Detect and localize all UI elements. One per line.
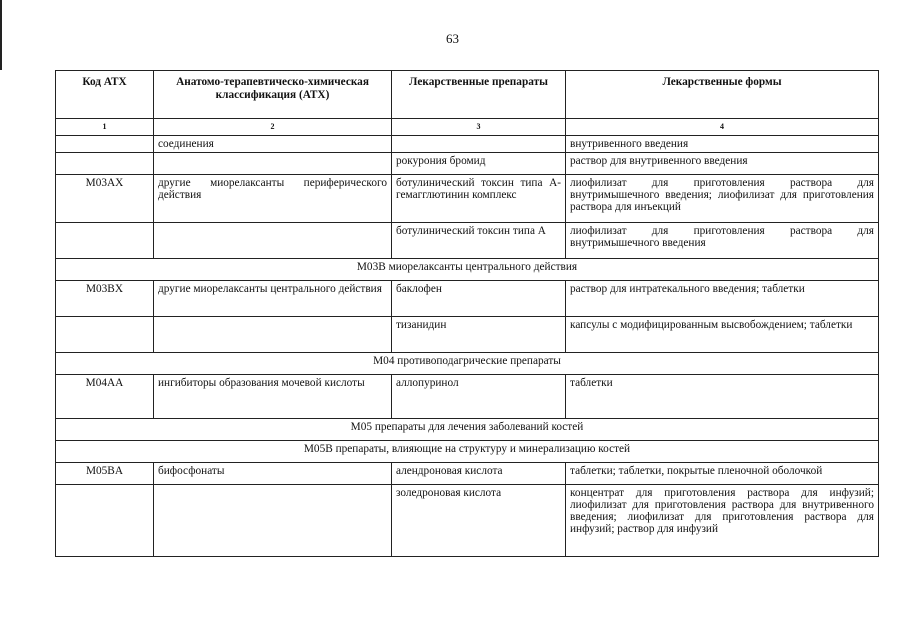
table-row	[56, 375, 879, 419]
classification-cell: другие миорелаксанты периферического действия	[154, 175, 392, 223]
classification-cell	[154, 223, 392, 259]
header-forms: Лекарственные формы	[566, 71, 879, 119]
classification-cell	[154, 485, 392, 557]
page-number: 63	[446, 31, 459, 46]
classification-cell: бифосфонаты	[154, 463, 392, 485]
group-header-row	[56, 441, 879, 463]
drug-cell: тизанидин	[392, 317, 566, 353]
atx-table	[55, 70, 879, 557]
group-title: M05B препараты, влияющие на структуру и минерализацию костей	[56, 441, 879, 463]
group-header-row	[56, 419, 879, 441]
column-number: 3	[392, 119, 566, 136]
group-header-row	[56, 353, 879, 375]
atx-code-cell: M03AX	[56, 175, 154, 223]
dosage-forms-cell: таблетки; таблетки, покрытые пленочной оболочкой	[566, 463, 879, 485]
dosage-forms-cell: лиофилизат для приготовления раствора для внутримышечного введения; лиофилизат для приготовления раствора для инъекций	[566, 175, 879, 223]
header-row	[56, 71, 879, 119]
table-row	[56, 175, 879, 223]
header-classification: Анатомо-терапевтическо-химическая классификация (АТХ)	[154, 71, 392, 119]
group-header-row	[56, 259, 879, 281]
drug-cell: ботулинический токсин типа A-гемагглютинин комплекс	[392, 175, 566, 223]
table-body	[56, 136, 879, 557]
table-row	[56, 485, 879, 557]
table-row	[56, 223, 879, 259]
classification-cell: соединения	[154, 136, 392, 153]
drug-cell: рокурония бромид	[392, 153, 566, 175]
drug-cell: аллопуринол	[392, 375, 566, 419]
column-number: 2	[154, 119, 392, 136]
table-row	[56, 136, 879, 153]
group-title: M04 противоподагрические препараты	[56, 353, 879, 375]
header-drugs: Лекарственные препараты	[392, 71, 566, 119]
column-number-row	[56, 119, 879, 136]
drug-cell: ботулинический токсин типа A	[392, 223, 566, 259]
atx-code-cell	[56, 153, 154, 175]
dosage-forms-cell: лиофилизат для приготовления раствора для внутримышечного введения	[566, 223, 879, 259]
table-row	[56, 317, 879, 353]
atx-code-cell	[56, 223, 154, 259]
table-row	[56, 463, 879, 485]
drug-cell: золедроновая кислота	[392, 485, 566, 557]
atx-code-cell: M03BX	[56, 281, 154, 317]
classification-cell: ингибиторы образования мочевой кислоты	[154, 375, 392, 419]
dosage-forms-cell: таблетки	[566, 375, 879, 419]
drug-cell	[392, 136, 566, 153]
classification-cell	[154, 317, 392, 353]
atx-code-cell	[56, 136, 154, 153]
classification-cell	[154, 153, 392, 175]
dosage-forms-cell: раствор для интратекального введения; таблетки	[566, 281, 879, 317]
dosage-forms-cell: концентрат для приготовления раствора для инфузий; лиофилизат для приготовления раствора для внутривенного введения; лиофилизат для приготовления раствора для инфузий; раствор для инфузий	[566, 485, 879, 557]
table-row	[56, 281, 879, 317]
column-number: 4	[566, 119, 879, 136]
atx-code-cell: M05BA	[56, 463, 154, 485]
dosage-forms-cell: капсулы с модифицированным высвобождением; таблетки	[566, 317, 879, 353]
dosage-forms-cell: внутривенного введения	[566, 136, 879, 153]
column-number: 1	[56, 119, 154, 136]
atx-code-cell: M04AA	[56, 375, 154, 419]
classification-cell: другие миорелаксанты центрального действия	[154, 281, 392, 317]
table-row	[56, 153, 879, 175]
group-title: M05 препараты для лечения заболеваний костей	[56, 419, 879, 441]
drug-cell: алендроновая кислота	[392, 463, 566, 485]
atx-code-cell	[56, 317, 154, 353]
drug-cell: баклофен	[392, 281, 566, 317]
group-title: M03B миорелаксанты центрального действия	[56, 259, 879, 281]
dosage-forms-cell: раствор для внутривенного введения	[566, 153, 879, 175]
atx-code-cell	[56, 485, 154, 557]
header-code: Код АТХ	[56, 71, 154, 119]
